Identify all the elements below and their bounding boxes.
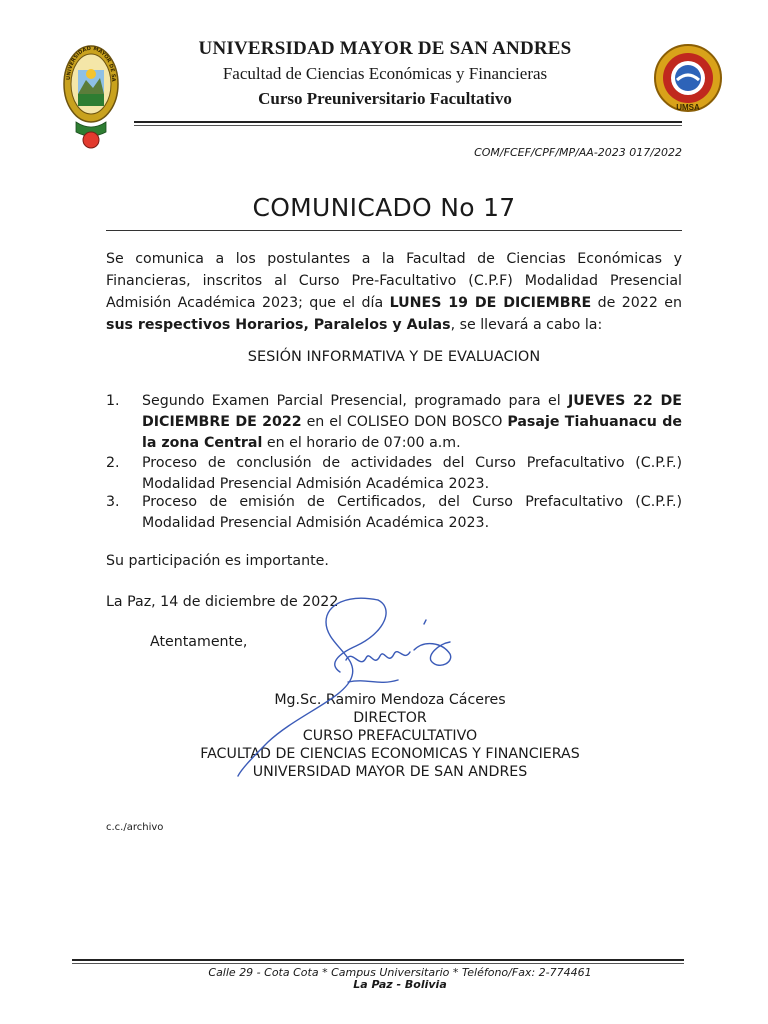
header-divider [134,121,682,123]
document-title: COMUNICADO No 17 [252,193,516,222]
list-item: 1. Segundo Examen Parcial Presencial, programado para el JUEVES 22 DE DICIEMBRE DE 2022 en el COLISEO DON BOSCO Pasaje Tiahuanacu de la zona Central en el horario de 07:00 a.m. [106,393,682,451]
footer-divider [72,959,684,961]
header-divider-thin [134,125,682,126]
seal-arc-text: UNIVERSIDAD MAYOR DE SA [65,45,117,82]
closing-regards: Atentamente, [150,634,248,650]
footer-divider-thin [72,963,684,964]
signatory-faculty: FACULTAD DE CIENCIAS ECONOMICAS Y FINANCIERAS [200,746,580,762]
title-underline [106,230,682,231]
list-item: 3. Proceso de emisión de Certificados, del Curso Prefacultativo (C.P.F.) Modalidad Presencial Admisión Académica 2023. [106,494,682,531]
seal-umsa-text: UMSA [676,103,700,112]
footer-city: La Paz - Bolivia [353,978,447,991]
reference-code: COM/FCEF/CPF/MP/AA-2023 017/2022 [474,146,682,159]
footer-address: Calle 29 - Cota Cota * Campus Universitario * Teléfono/Fax: 2-774461 [208,966,592,979]
event-date: LUNES 19 DE DICIEMBRE [389,295,592,311]
list-item-number: 3. [106,494,120,510]
university-seal-logo [62,40,120,152]
signatory-course: CURSO PREFACULTATIVO [302,728,478,744]
carbon-copy-note: c.c./archivo [106,822,164,833]
exam-location: Pasaje Tiahuanacu de la zona Central [142,414,682,451]
signatory-university: UNIVERSIDAD MAYOR DE SAN ANDRES [252,764,528,780]
session-subtitle: SESIÓN INFORMATIVA Y DE EVALUACION [247,349,541,365]
list-item-number: 2. [106,455,120,471]
signatory-name: Mg.Sc. Ramiro Mendoza Cáceres [274,692,506,708]
signatory-role: DIRECTOR [353,710,427,726]
handwritten-signature [228,592,478,782]
exam-date: JUEVES 22 DE DICIEMBRE DE 2022 [142,393,682,430]
course-name: Curso Preuniversitario Facultativo [258,89,512,108]
list-item-number: 1. [106,393,120,409]
participation-note: Su participación es importante. [106,553,329,569]
event-location: sus respectivos Horarios, Paralelos y Aulas [106,317,451,333]
place-date: La Paz, 14 de diciembre de 2022 [106,594,339,610]
umsa-seal-logo [652,42,724,120]
faculty-name: Facultad de Ciencias Económicas y Financieras [222,64,548,83]
intro-paragraph: Se comunica a los postulantes a la Facultad de Ciencias Económicas y Financieras, inscritos al Curso Pre-Facultativo (C.P.F) Modalidad Presencial Admisión Académica 2023; que el día LUNES 19 DE DICIEMBRE de 2022 en sus respectivos Horarios, Paralelos y Aulas, se llevará a cabo la: [106,251,683,333]
list-item: 2. Proceso de conclusión de actividades del Curso Prefacultativo (C.P.F.) Modalidad Presencial Admisión Académica 2023. [106,455,682,492]
university-name: UNIVERSIDAD MAYOR DE SAN ANDRES [198,38,572,59]
